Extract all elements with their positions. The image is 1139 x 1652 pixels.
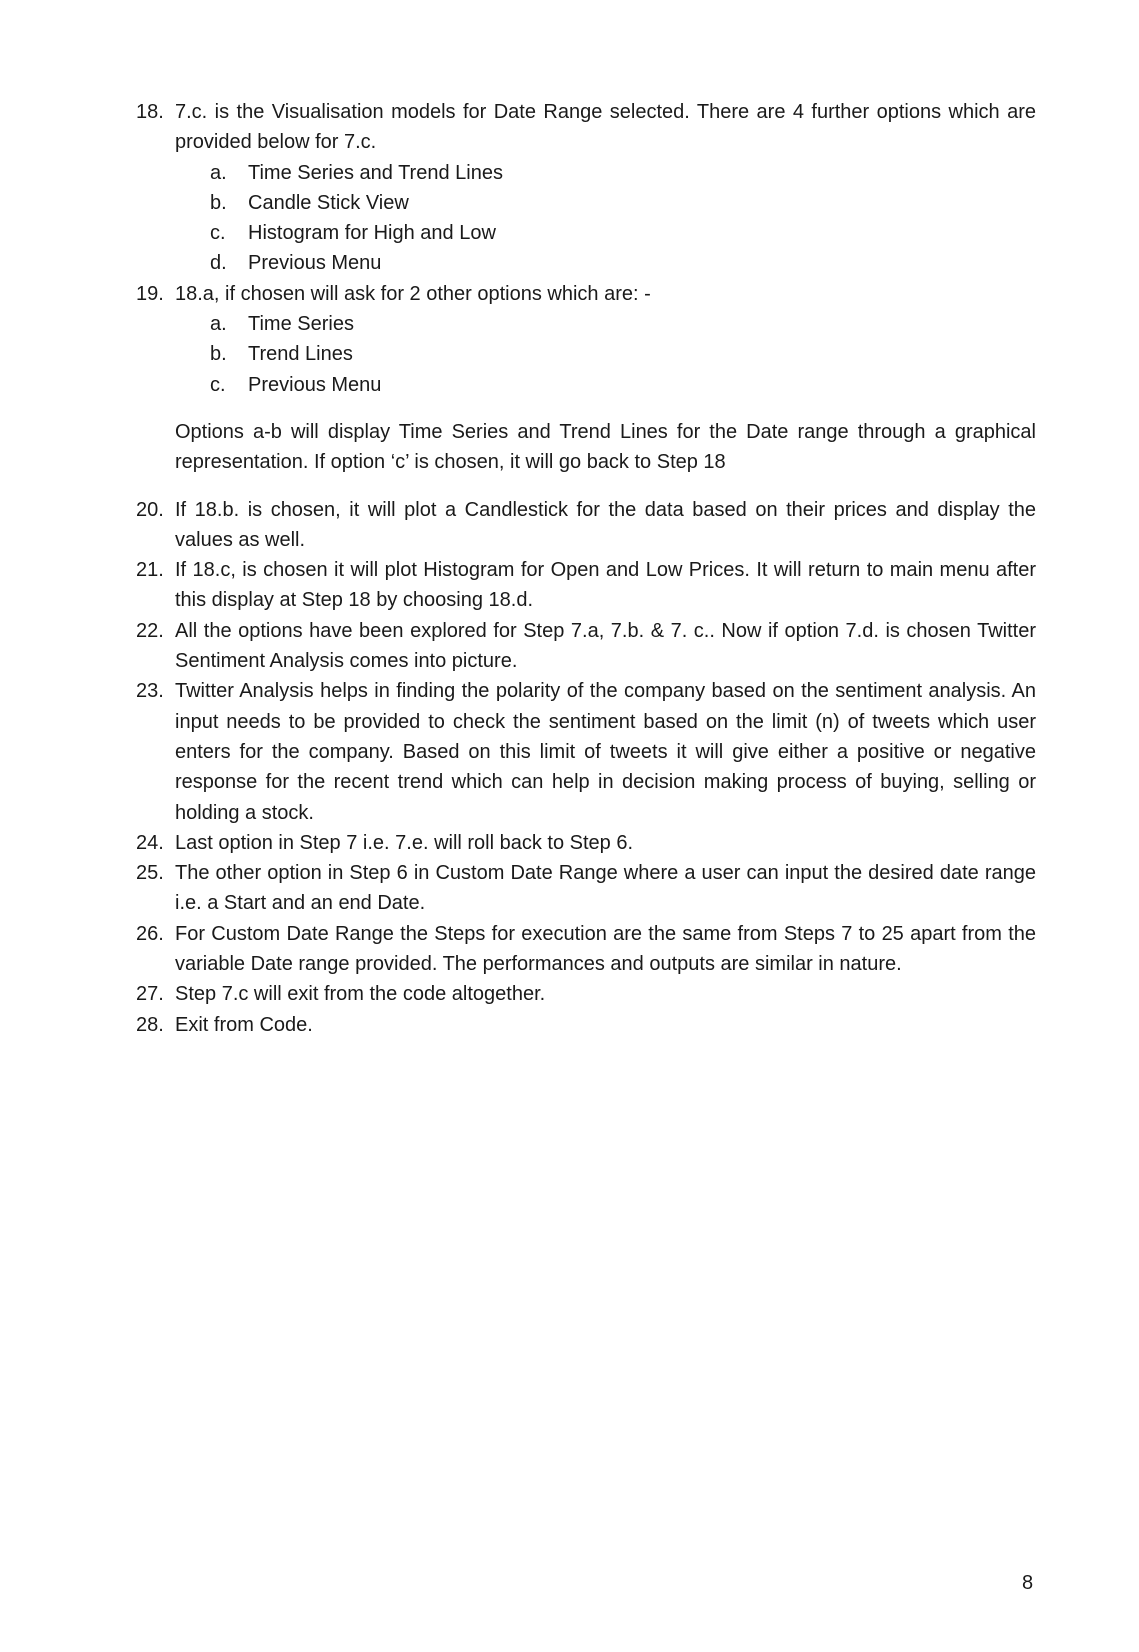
list-number: 18. [136,101,164,123]
list-item-text: 7.c. is the Visualisation models for Date Range selected. There are 4 further options which are provided below for 7.c. [175,101,1036,154]
list-item-text: Step 7.c will exit from the code altogether. [175,983,546,1006]
sub-item-19b [136,339,1036,369]
list-number: 25. [136,862,164,885]
sub-item-19c [136,370,1036,400]
list-number: 28. [136,1013,164,1036]
list-number: 19. [136,282,164,305]
sub-item-18d [136,248,1036,278]
list-item-text: Exit from Code. [175,1013,313,1036]
list-number: 26. [136,922,164,945]
sub-item-label: c. [210,222,226,245]
list-number: 22. [136,619,164,642]
sub-item-text: Previous Menu [248,252,382,275]
list-item-text: All the options have been explored for Step 7.a, 7.b. & 7. c.. Now if option 7.d. is chosen Twitter Sentiment Analysis comes into picture. [175,619,1036,673]
list-item-22 [136,616,1036,677]
sub-item-19a [136,309,1036,339]
list-number: 24. [136,831,164,854]
sub-item-label: d. [210,252,227,275]
sub-item-text: Histogram for High and Low [248,222,496,245]
list-item-25 [136,858,1036,919]
sub-item-text: Time Series and Trend Lines [248,161,503,184]
list-number: 20. [136,498,164,521]
list-item-24 [136,828,1036,858]
list-item-26 [136,919,1036,980]
list-number: 27. [136,983,164,1006]
sub-item-label: b. [210,343,227,366]
sub-item-label: b. [210,191,227,214]
sub-item-18a [136,158,1036,188]
sub-item-label: c. [210,373,226,396]
list-item-20 [136,495,1036,556]
list-item-text: If 18.c, is chosen it will plot Histogram for Open and Low Prices. It will return to main menu after this display at Step 18 by choosing 18.d. [175,559,1036,612]
list-item-27 [136,979,1036,1009]
list-item-text: Last option in Step 7 i.e. 7.e. will roll back to Step 6. [175,831,634,854]
sub-item-18b [136,188,1036,218]
list-item-text: 18.a, if chosen will ask for 2 other options which are: - [175,282,651,305]
list-item-19 [136,279,1036,309]
list-item-21 [136,555,1036,616]
page-number: 8 [1022,1572,1034,1594]
page-content [136,97,1036,1040]
list-item-28 [136,1010,1036,1040]
list-item-18 [136,97,1036,158]
sub-item-text: Candle Stick View [248,191,409,214]
sub-item-text: Time Series [248,313,354,336]
sub-item-label: a. [210,313,227,336]
sub-item-text: Trend Lines [248,343,353,366]
sub-item-label: a. [210,161,227,184]
sub-item-18c [136,218,1036,248]
sub-item-text: Previous Menu [248,373,382,396]
list-item-text: For Custom Date Range the Steps for execution are the same from Steps 7 to 25 apart from the variable Date range provided. The performances and outputs are similar in nature. [175,922,1036,976]
list-item-23 [136,676,1036,827]
list-number: 21. [136,559,164,582]
list-item-text: If 18.b. is chosen, it will plot a Candlestick for the data based on their prices and display the values as well. [175,498,1036,551]
list-item-text: Twitter Analysis helps in finding the polarity of the company based on the sentiment analysis. An input needs to be provided to check the sentiment based on the limit (n) of tweets which user enters for the company. Based on this limit of tweets it will give either a positive or negative response for the recent trend which can help in decision making process of buying, selling or holding a stock. [175,680,1036,824]
list-number: 23. [136,680,164,703]
list-item-text: The other option in Step 6 in Custom Date Range where a user can input the desired date range i.e. a Start and an end Date. [175,862,1036,915]
note-paragraph: Options a-b will display Time Series and Trend Lines for the Date range through a graphical representation. If option ‘c’ is chosen, it will go back to Step 18 [175,420,1036,474]
